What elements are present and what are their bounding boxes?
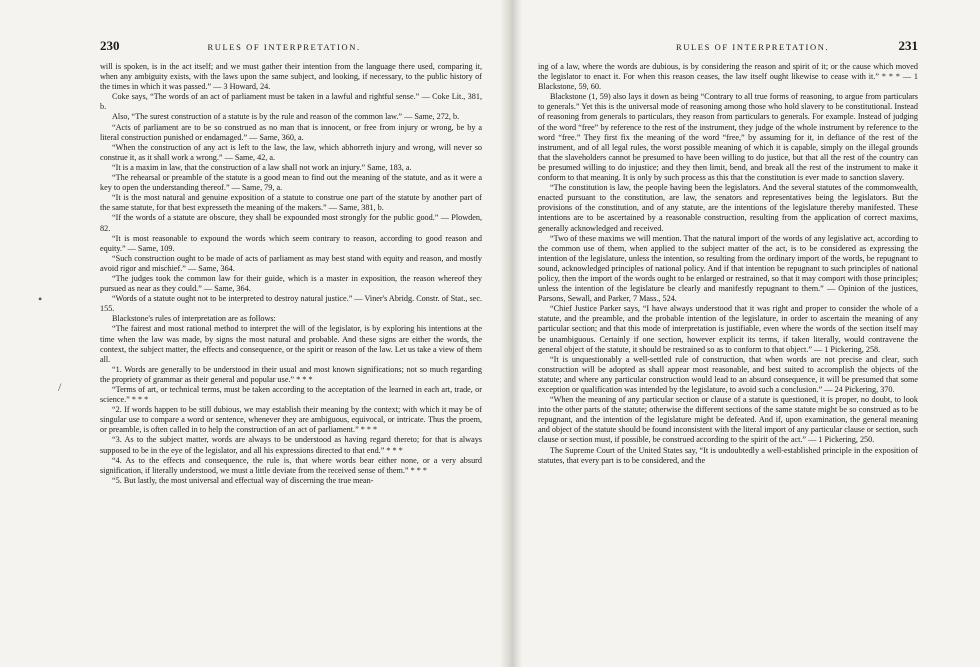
paragraph: Blackstone's rules of interpretation are as follows: <box>112 314 276 324</box>
paragraph: “4. As to the effects and consequence, the rule is, that where words bear either none, or a very absurd signification, if literally understood, we must a little deviate from the received sense of them.” * * * <box>100 455 482 475</box>
right-page <box>538 38 918 667</box>
left-running-head: RULES OF INTERPRETATION. <box>207 42 361 52</box>
paragraph: Coke says, “The words of an act of parliament must be taken in a lawful and rightful sense.” — Coke Lit., 381, b. <box>100 92 482 112</box>
paragraph: “The rehearsal or preamble of the statute is a good mean to find out the meaning of the statute, and as it were a key to open the understanding thereof.” — Same, 79, a. <box>100 173 482 193</box>
paragraph: “It is most reasonable to expound the words which seem contrary to reason, according to good reason and equity.” — Same, 109. <box>100 233 482 253</box>
paragraph: will is spoken, is in the act itself; and we must gather their intention from the language there used, comparing it, when any ambiguity exists, with the laws upon the same subject, and looking, if necessary, to the public history of the times in which it was passed.” — 3 Howard, 24. <box>100 62 482 92</box>
paragraph: “1. Words are generally to be understood in their usual and most known significations; not so much regarding the propriety of grammar as their general and popular use.” * * * <box>100 364 482 384</box>
left-page-header <box>100 38 482 54</box>
right-page-number: 231 <box>898 38 918 53</box>
paragraph: “Chief Justice Parker says, “I have always understood that it was right and proper to consider the whole of a statute, and the preamble, and the probable intention of the legislature, in order to ascertain the meaning of any particular section; and that this mode of interpretation is justifiable, even where the words of the section itself may be unambiguous. Certainly if one section, however explicit its terms, if taken literally, would contravene the general object of the statute, it should be restrained so as to conform to that object.” — 1 Pickering, 258. <box>538 304 918 354</box>
right-page-body <box>538 62 918 466</box>
paragraph: “2. If words happen to be still dubious, we may establish their meaning by the context; with which it may be of singular use to compare a word or sentence, whenever they are ambiguous, equivocal, or intricate. Thus the proem, or preamble, is often called in to help the construction of an act of parliament.” * * * <box>100 405 482 435</box>
paragraph: “If the words of a statute are obscure, they shall be expounded most strongly for the public good.” — Plowden, 82. <box>100 213 482 233</box>
book-gutter <box>500 0 522 667</box>
paragraph: “3. As to the subject matter, words are always to be understood as having regard thereto; for that is always supposed to be in the eye of the legislator, and all his expressions directed to that end.” * * * <box>100 435 482 455</box>
paragraph: “The constitution is law, the people having been the legislators. And the several statutes of the commonwealth, enacted pursuant to the constitution, are law, the senators and representatives being the legislators. But the provisions of the constitution, and of any statute, are the intentions of the legislature thereby manifested. These intentions are to be ascertained by a reasonable construction, resulting from the application of correct maxims, generally acknowledged and received. <box>538 183 918 233</box>
paragraph: “Words of a statute ought not to be interpreted to destroy natural justice.” — Viner's Abridg. Constr. of Stat., sec. 155. <box>100 294 482 314</box>
left-page-body <box>100 62 482 486</box>
paragraph: “It is a maxim in law, that the construction of a law shall not work an injury.” Same, 183, a. <box>112 162 412 172</box>
paragraph: Blackstone (1, 59) also lays it down as being “Contrary to all true forms of reasoning, to argue from particulars to generals.” Yet this is the universal mode of reasoning among those who hold slavery to be constitutional. Instead of reasoning from generals to particulars, they reason from particulars to generals. For example. Instead of judging of the word “free” by reference to the rest of the instrument, they judge of the whole instrument by reference to the word “free.” They first fix the meaning of the word “free,” by assuming for it, in defiance of the rest of the instrument, and of all legal rules, the worst possible meaning of which it is capable, simply on the illegal grounds that the slaveholders cannot be presumed to have been willing to do justice, but that all the rest of the country can be presumed willing to do injustice; and they then limit, bend, and break all the rest of the instrument to make it conform to that meaning. It is only by such process as this that the constitution is ever made to sanction slavery. <box>538 92 918 183</box>
left-page-number: 230 <box>100 38 120 53</box>
paragraph: “Two of these maxims we will mention. That the natural import of the words of any legislative act, according to the common use of them, when applied to the subject matter of the act, is to be considered as expressing the intention of the legislature, unless the intention, so resulting from the ordinary import of the words, be repugnant to sound, acknowledged principles of national policy. And if that intention be repugnant to such principles of national policy, then the import of the words ought to be enlarged or restrained, so that it may comport with those principles; unless the intention of the legislature be clearly and manifestly repugnant to them.” — Opinion of the justices, Parsons, Sewall, and Parker, 7 Mass., 524. <box>538 233 918 304</box>
right-page-header <box>538 38 918 54</box>
paragraph: “The fairest and most rational method to interpret the will of the legislator, is by exploring his intentions at the time when the law was made, by signs the most natural and probable. And these signs are either the words, the context, the subject matter, the effects and consequence, or the spirit or reason of the law. Let us take a view of them all. <box>100 324 482 364</box>
paragraph: ing of a law, where the words are dubious, is by considering the reason and spirit of it; or the cause which moved the legislator to enact it. For when this reason ceases, the law itself ought likewise to cease with it.” * * * — 1 Blackstone, 59, 60. <box>538 62 918 92</box>
margin-pencil-mark: / <box>58 380 62 394</box>
paragraph: “Terms of art, or technical terms, must be taken according to the acceptation of the learned in each art, trade, or science.” * * * <box>100 385 482 405</box>
paragraph: Also, “The surest construction of a statute is by the rule and reason of the common law.” — Same, 272, b. <box>112 112 460 122</box>
paragraph: “5. But lastly, the most universal and effectual way of discerning the true mean- <box>112 475 374 485</box>
left-page <box>100 38 482 667</box>
paragraph: “Such construction ought to be made of acts of parliament as may best stand with equity and reason, and mostly avoid rigor and mischief.” — Same, 364. <box>100 253 482 273</box>
paragraph: “Acts of parliament are to be so construed as no man that is innocent, or free from injury or wrong, be by a literal construction punished or endamaged.” — Same, 360, a. <box>100 122 482 142</box>
paragraph: “When the meaning of any particular section or clause of a statute is questioned, it is proper, no doubt, to look into the other parts of the statute; otherwise the different sections of the same statute might be so construed as to be repugnant, and the intention of the legislature might be defeated. And if, upon examination, the general meaning and object of the statute should be found inconsistent with the literal import of any particular clause or section, such clause or section must, if possible, be construed according to the spirit of the act.” — 1 Pickering, 250. <box>538 395 918 445</box>
paragraph: The Supreme Court of the United States say, “It is undoubtedly a well-established principle in the exposition of statutes, that every part is to be considered, and the <box>538 445 918 465</box>
paragraph: “It is the most natural and genuine exposition of a statute to construe one part of the statute by another part of the same statute, for that best expresseth the meaning of the makers.” — Same, 381, b. <box>100 193 482 213</box>
margin-dot-mark: • <box>38 292 43 306</box>
paragraph: “When the construction of any act is left to the law, the law, which abhorreth injury and wrong, will never so construe it, as it shall work a wrong.” — Same, 42, a. <box>100 142 482 162</box>
right-running-head: RULES OF INTERPRETATION. <box>676 42 830 52</box>
paragraph: “The judges took the common law for their guide, which is a master in exposition, the reason whereof they pursued as near as they could.” — Same, 364. <box>100 273 482 294</box>
paragraph: “It is unquestionably a well-settled rule of construction, that when words are not precise and clear, such construction will be adopted as shall appear most reasonable, and best suited to accomplish the objects of the statute; and where any particular construction would lead to an absurd consequence, it will be presumed that some exception or qualification was intended by the legislature, to avoid such a conclusion.” — 24 Pickering, 370. <box>538 354 918 394</box>
